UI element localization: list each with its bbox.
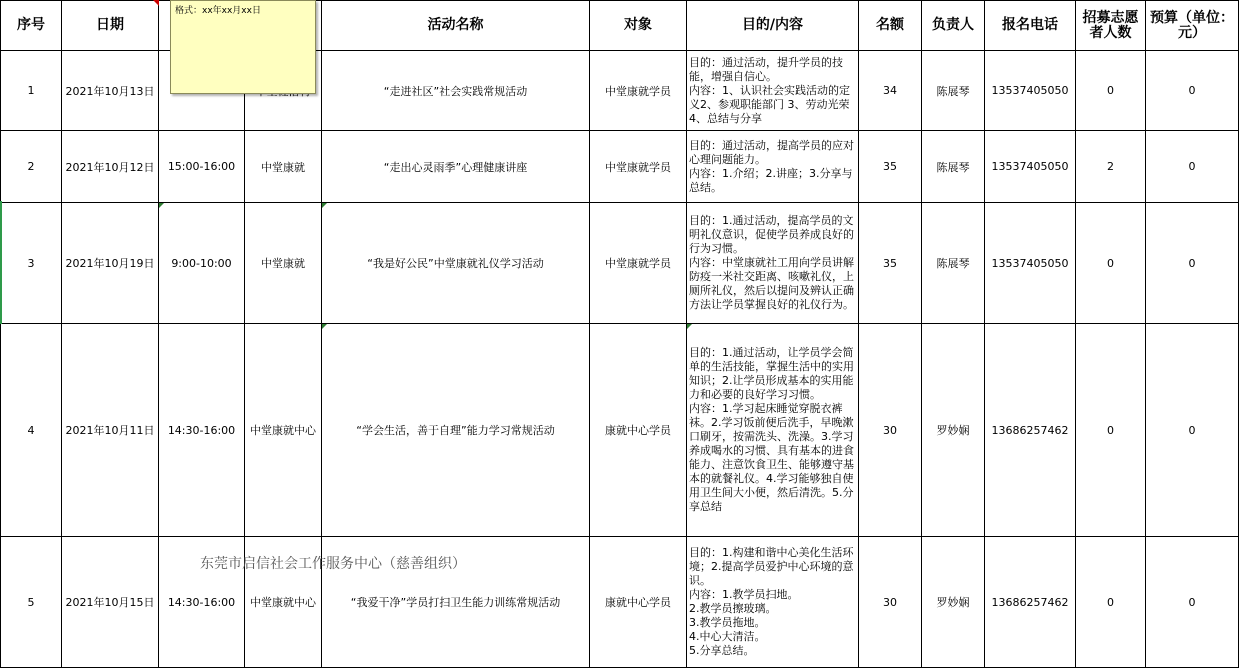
table-row — [1, 203, 1239, 324]
cell-owner[interactable]: 陈展琴 — [922, 203, 985, 324]
header-target[interactable]: 对象 — [590, 1, 687, 51]
cell-name[interactable]: “走出心灵雨季”心理健康讲座 — [322, 131, 590, 203]
header-name[interactable]: 活动名称 — [322, 1, 590, 51]
header-owner[interactable]: 负责人 — [922, 1, 985, 51]
cell-volunteers[interactable]: 0 — [1076, 51, 1146, 131]
cell-location[interactable]: 中堂康就中心 — [245, 324, 322, 537]
header-phone[interactable]: 报名电话 — [985, 1, 1076, 51]
cell-target[interactable]: 中堂康就学员 — [590, 51, 687, 131]
cell-quota[interactable]: 30 — [859, 537, 922, 668]
cell-seq[interactable]: 1 — [1, 51, 62, 131]
cell-time[interactable]: 14:30-16:00 — [159, 537, 245, 668]
cell-content[interactable]: 目的：通过活动，提高学员的应对心理问题能力。 内容：1.介绍；2.讲座；3.分享与总结。 — [687, 131, 859, 203]
cell-seq[interactable]: 2 — [1, 131, 62, 203]
cell-content[interactable]: 目的：通过活动，提升学员的技能，增强自信心。 内容：1、认识社会实践活动的定义2、参观职能部门 3、劳动光荣 4、总结与分享 — [687, 51, 859, 131]
cell-date[interactable]: 2021年10月11日 — [62, 324, 159, 537]
cell-seq[interactable]: 5 — [1, 537, 62, 668]
cell-owner[interactable]: 陈展琴 — [922, 51, 985, 131]
cell-location[interactable]: 中堂康就 — [245, 203, 322, 324]
cell-date[interactable]: 2021年10月19日 — [62, 203, 159, 324]
cell-content[interactable]: 目的：1.通过活动，让学员学会简单的生活技能，掌握生活中的实用知识；2.让学员形成基本的实用能力和必要的良好学习习惯。 内容：1.学习起床睡觉穿脱衣裤袜。2.学习饭前便后洗手，早晚漱口刷牙，按需洗头、洗澡。3.学习养成喝水的习惯、具有基本的进食能力、注意饮食卫生、能够遵守基本的就餐礼仪。4.学习能够独自使用卫生间大小便，然后清洗。5.分享总结 — [687, 324, 859, 537]
cell-seq[interactable]: 3 — [1, 203, 62, 324]
cell-name[interactable]: “我是好公民”中堂康就礼仪学习活动 — [322, 203, 590, 324]
cell-time[interactable]: 14:30-16:00 — [159, 324, 245, 537]
header-volunteers[interactable]: 招募志愿者人数 — [1076, 1, 1146, 51]
cell-phone[interactable]: 13537405050 — [985, 203, 1076, 324]
cell-name[interactable]: “学会生活，善于自理”能力学习常规活动 — [322, 324, 590, 537]
cell-owner[interactable]: 罗妙娴 — [922, 537, 985, 668]
cell-date[interactable]: 2021年10月12日 — [62, 131, 159, 203]
cell-budget[interactable]: 0 — [1146, 203, 1239, 324]
cell-phone[interactable]: 13537405050 — [985, 51, 1076, 131]
header-purpose[interactable]: 目的/内容 — [687, 1, 859, 51]
header-quota[interactable]: 名额 — [859, 1, 922, 51]
cell-budget[interactable]: 0 — [1146, 324, 1239, 537]
cell-volunteers[interactable]: 0 — [1076, 203, 1146, 324]
cell-target[interactable]: 中堂康就学员 — [590, 131, 687, 203]
cell-content[interactable]: 目的：1.通过活动，提高学员的文明礼仪意识，促使学员养成良好的行为习惯。 内容：中堂康就社工用向学员讲解防疫一米社交距离、咳嗽礼仪，上厕所礼仪，然后以提问及辨认正确方法让学员掌握良好的礼仪行为。 — [687, 203, 859, 324]
cell-date[interactable]: 2021年10月13日 — [62, 51, 159, 131]
cell-name[interactable]: “走进社区”社会实践常规活动 — [322, 51, 590, 131]
cell-target[interactable]: 中堂康就学员 — [590, 203, 687, 324]
cell-owner[interactable]: 陈展琴 — [922, 131, 985, 203]
table-row — [1, 131, 1239, 203]
cell-seq[interactable]: 4 — [1, 324, 62, 537]
header-budget[interactable]: 预算（单位：元） — [1146, 1, 1239, 51]
cell-phone[interactable]: 13686257462 — [985, 537, 1076, 668]
cell-date[interactable]: 2021年10月15日 — [62, 537, 159, 668]
cell-phone[interactable]: 13537405050 — [985, 131, 1076, 203]
header-seq[interactable]: 序号 — [1, 1, 62, 51]
table-row — [1, 537, 1239, 668]
comment-indicator-icon[interactable] — [153, 0, 159, 6]
header-date[interactable]: 日期 — [62, 1, 159, 51]
cell-location[interactable]: 中堂康就 — [245, 131, 322, 203]
cell-budget[interactable]: 0 — [1146, 537, 1239, 668]
cell-target[interactable]: 康就中心学员 — [590, 324, 687, 537]
watermark-text: 东莞市启信社会工作服务中心（慈善组织） — [200, 556, 466, 572]
cell-time[interactable]: 15:00-16:00 — [159, 131, 245, 203]
cell-volunteers[interactable]: 0 — [1076, 537, 1146, 668]
cell-location[interactable]: 中堂康就中心 — [245, 537, 322, 668]
cell-quota[interactable]: 30 — [859, 324, 922, 537]
cell-quota[interactable]: 35 — [859, 203, 922, 324]
comment-text: 格式：xx年xx月xx日 — [175, 6, 261, 16]
cell-volunteers[interactable]: 2 — [1076, 131, 1146, 203]
cell-time[interactable]: 9:00-10:00 — [159, 203, 245, 324]
cell-quota[interactable]: 34 — [859, 51, 922, 131]
cell-budget[interactable]: 0 — [1146, 51, 1239, 131]
cell-content[interactable]: 目的：1.构建和谐中心美化生活环境；2.提高学员爱护中心环境的意识。 内容：1.教学员扫地。 2.教学员擦玻璃。 3.教学员拖地。 4.中心大清洁。 5.分享总结。 — [687, 537, 859, 668]
cell-target[interactable]: 康就中心学员 — [590, 537, 687, 668]
cell-quota[interactable]: 35 — [859, 131, 922, 203]
cell-budget[interactable]: 0 — [1146, 131, 1239, 203]
cell-owner[interactable]: 罗妙娴 — [922, 324, 985, 537]
cell-comment-popup[interactable] — [170, 0, 316, 94]
cell-phone[interactable]: 13686257462 — [985, 324, 1076, 537]
row-selection-indicator — [0, 201, 2, 324]
cell-name[interactable]: “我爱干净”学员打扫卫生能力训练常规活动 — [322, 537, 590, 668]
cell-volunteers[interactable]: 0 — [1076, 324, 1146, 537]
table-row — [1, 324, 1239, 537]
